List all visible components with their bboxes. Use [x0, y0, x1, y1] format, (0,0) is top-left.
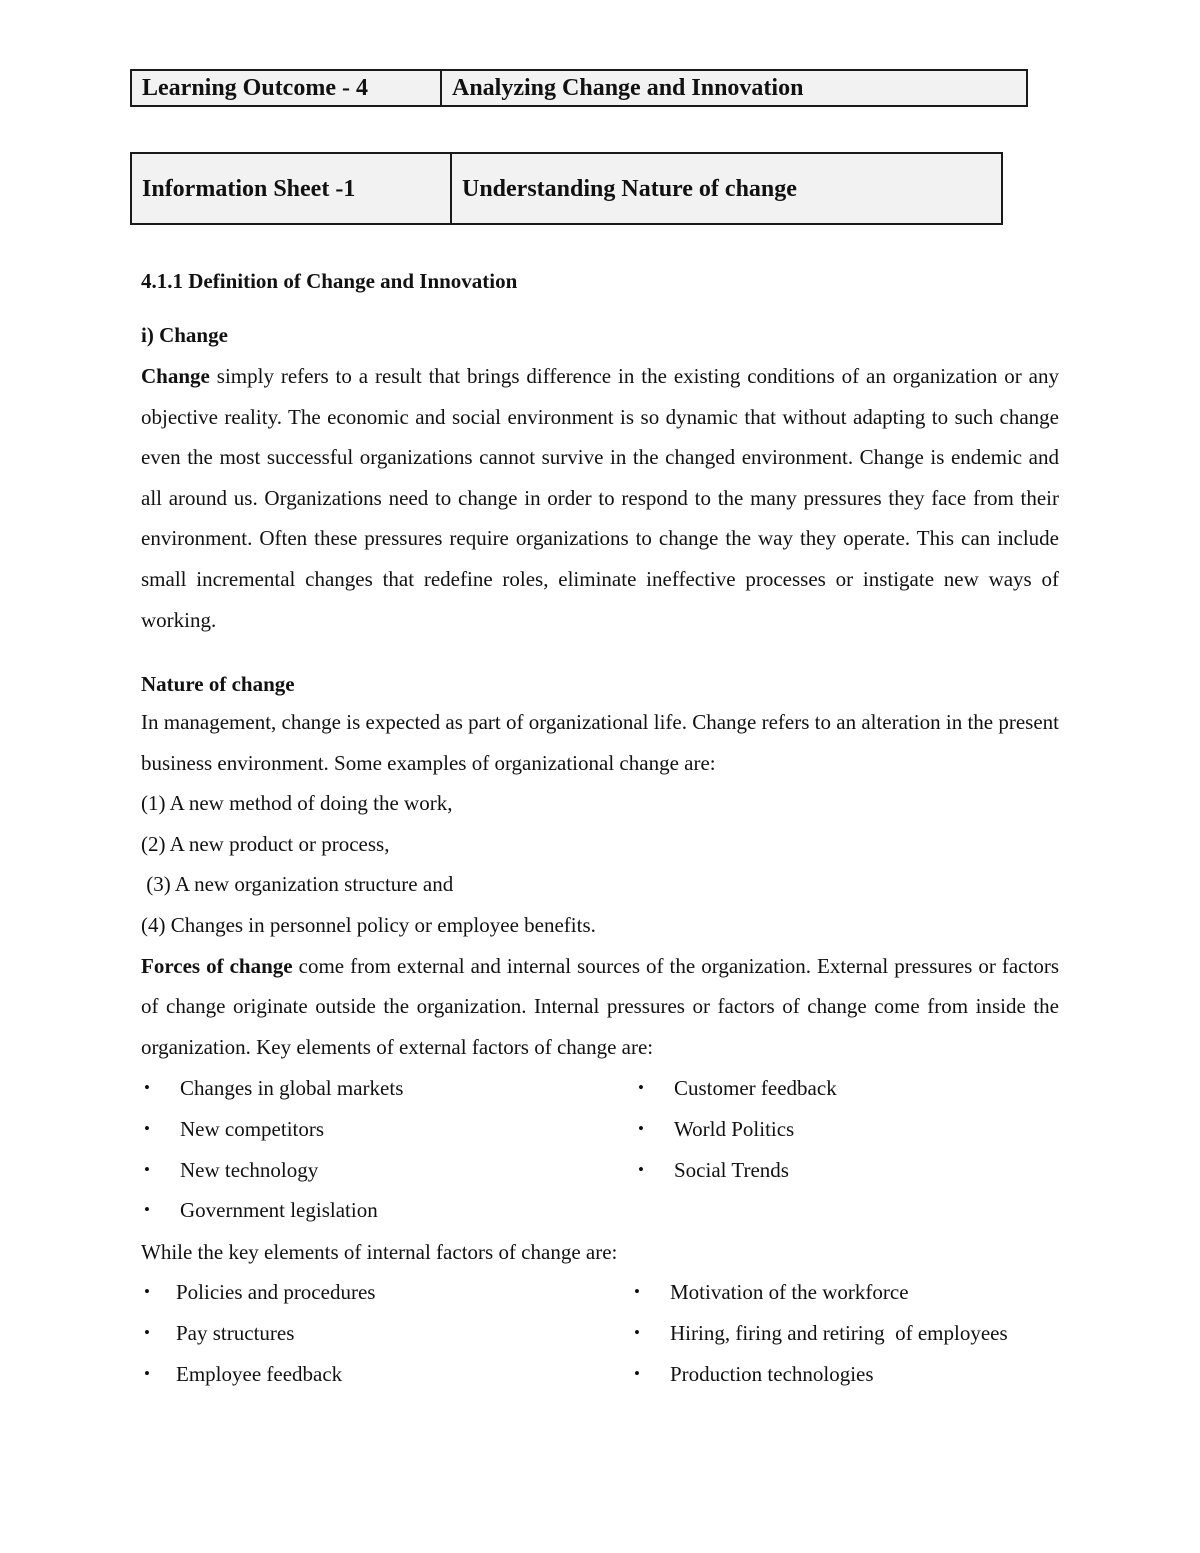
internal-intro: While the key elements of internal factors of change are: — [141, 1240, 618, 1264]
learning-outcome-label: Learning Outcome - 4 — [131, 70, 441, 106]
nature-example-1: (1) A new method of doing the work, — [141, 791, 453, 816]
bullet: • — [144, 1159, 150, 1179]
list-item: • Motivation of the workforce — [631, 1272, 1008, 1313]
nature-section — [141, 702, 1059, 1067]
bullet: • — [144, 1282, 150, 1301]
bullet: • — [634, 1322, 640, 1342]
information-sheet-label: Information Sheet -1 — [131, 153, 451, 224]
learning-outcome-title: Analyzing Change and Innovation — [441, 70, 1027, 106]
bullet: • — [634, 1282, 640, 1301]
list-item: • Customer feedback — [635, 1068, 837, 1109]
bullet: • — [144, 1118, 150, 1138]
bullet: • — [638, 1118, 644, 1138]
bullet: • — [144, 1078, 150, 1097]
list-item: • Social Trends — [635, 1150, 837, 1191]
forces-paragraph — [141, 946, 1059, 1068]
bullet: • — [144, 1363, 150, 1383]
bullet: • — [634, 1363, 640, 1383]
internal-factors-left — [141, 1272, 375, 1394]
bullet: • — [638, 1159, 644, 1179]
bullet: • — [144, 1322, 150, 1342]
nature-example-4: (4) Changes in personnel policy or employee benefits. — [141, 912, 596, 937]
list-item: • Production technologies — [631, 1354, 1008, 1395]
internal-factors-right — [631, 1272, 1008, 1394]
list-item: • Employee feedback — [141, 1354, 375, 1395]
list-item: • New competitors — [141, 1109, 403, 1150]
list-item: • New technology — [141, 1150, 403, 1191]
list-item: • Policies and procedures — [141, 1272, 375, 1313]
list-item: • Government legislation — [141, 1190, 403, 1231]
list-item: • Changes in global markets — [141, 1068, 403, 1109]
information-sheet-table — [130, 152, 1003, 225]
bullet: • — [144, 1200, 150, 1220]
nature-example-3: (3) A new organization structure and — [141, 872, 454, 897]
list-item: • World Politics — [635, 1109, 837, 1150]
forces-term: Forces of change — [141, 953, 293, 978]
change-body: simply refers to a result that brings difference in the existing conditions of an organization or any objective reality. The economic and social environment is so dynamic that without adapting to such change even the most successful organizations cannot survive in the changed environment. Change is endemic and all around us. Organizations need to change in order to respond to the many pressures they face from their environment. Often these pressures require organizations to change the way they operate. This can include small incremental changes that redefine roles, eliminate ineffective processes or instigate new ways of working. — [141, 364, 1059, 632]
change-term: Change — [141, 364, 210, 388]
bullet: • — [638, 1078, 644, 1097]
change-paragraph — [141, 356, 1059, 640]
external-factors-right — [635, 1068, 837, 1190]
external-factors-left — [141, 1068, 403, 1231]
nature-heading: Nature of change — [141, 672, 295, 696]
list-item: • Hiring, firing and retiring of employees — [631, 1313, 1008, 1354]
learning-outcome-table — [130, 69, 1028, 107]
information-sheet-title: Understanding Nature of change — [451, 153, 1002, 224]
list-item: • Pay structures — [141, 1313, 375, 1354]
forces-body: come from external and internal sources of the organization. External pressures or factors of change originate outside the organization. Internal pressures or factors of change come from inside the organization. Key elements of external factors of change are: — [141, 953, 1060, 1059]
nature-example-2: (2) A new product or process, — [141, 831, 390, 856]
change-subheading: i) Change — [141, 323, 228, 347]
section-heading: 4.1.1 Definition of Change and Innovation — [141, 269, 518, 293]
nature-paragraph: In management, change is expected as part of organizational life. Change refers to an alteration in the present business environment. Some examples of organizational change are: — [141, 710, 1059, 775]
